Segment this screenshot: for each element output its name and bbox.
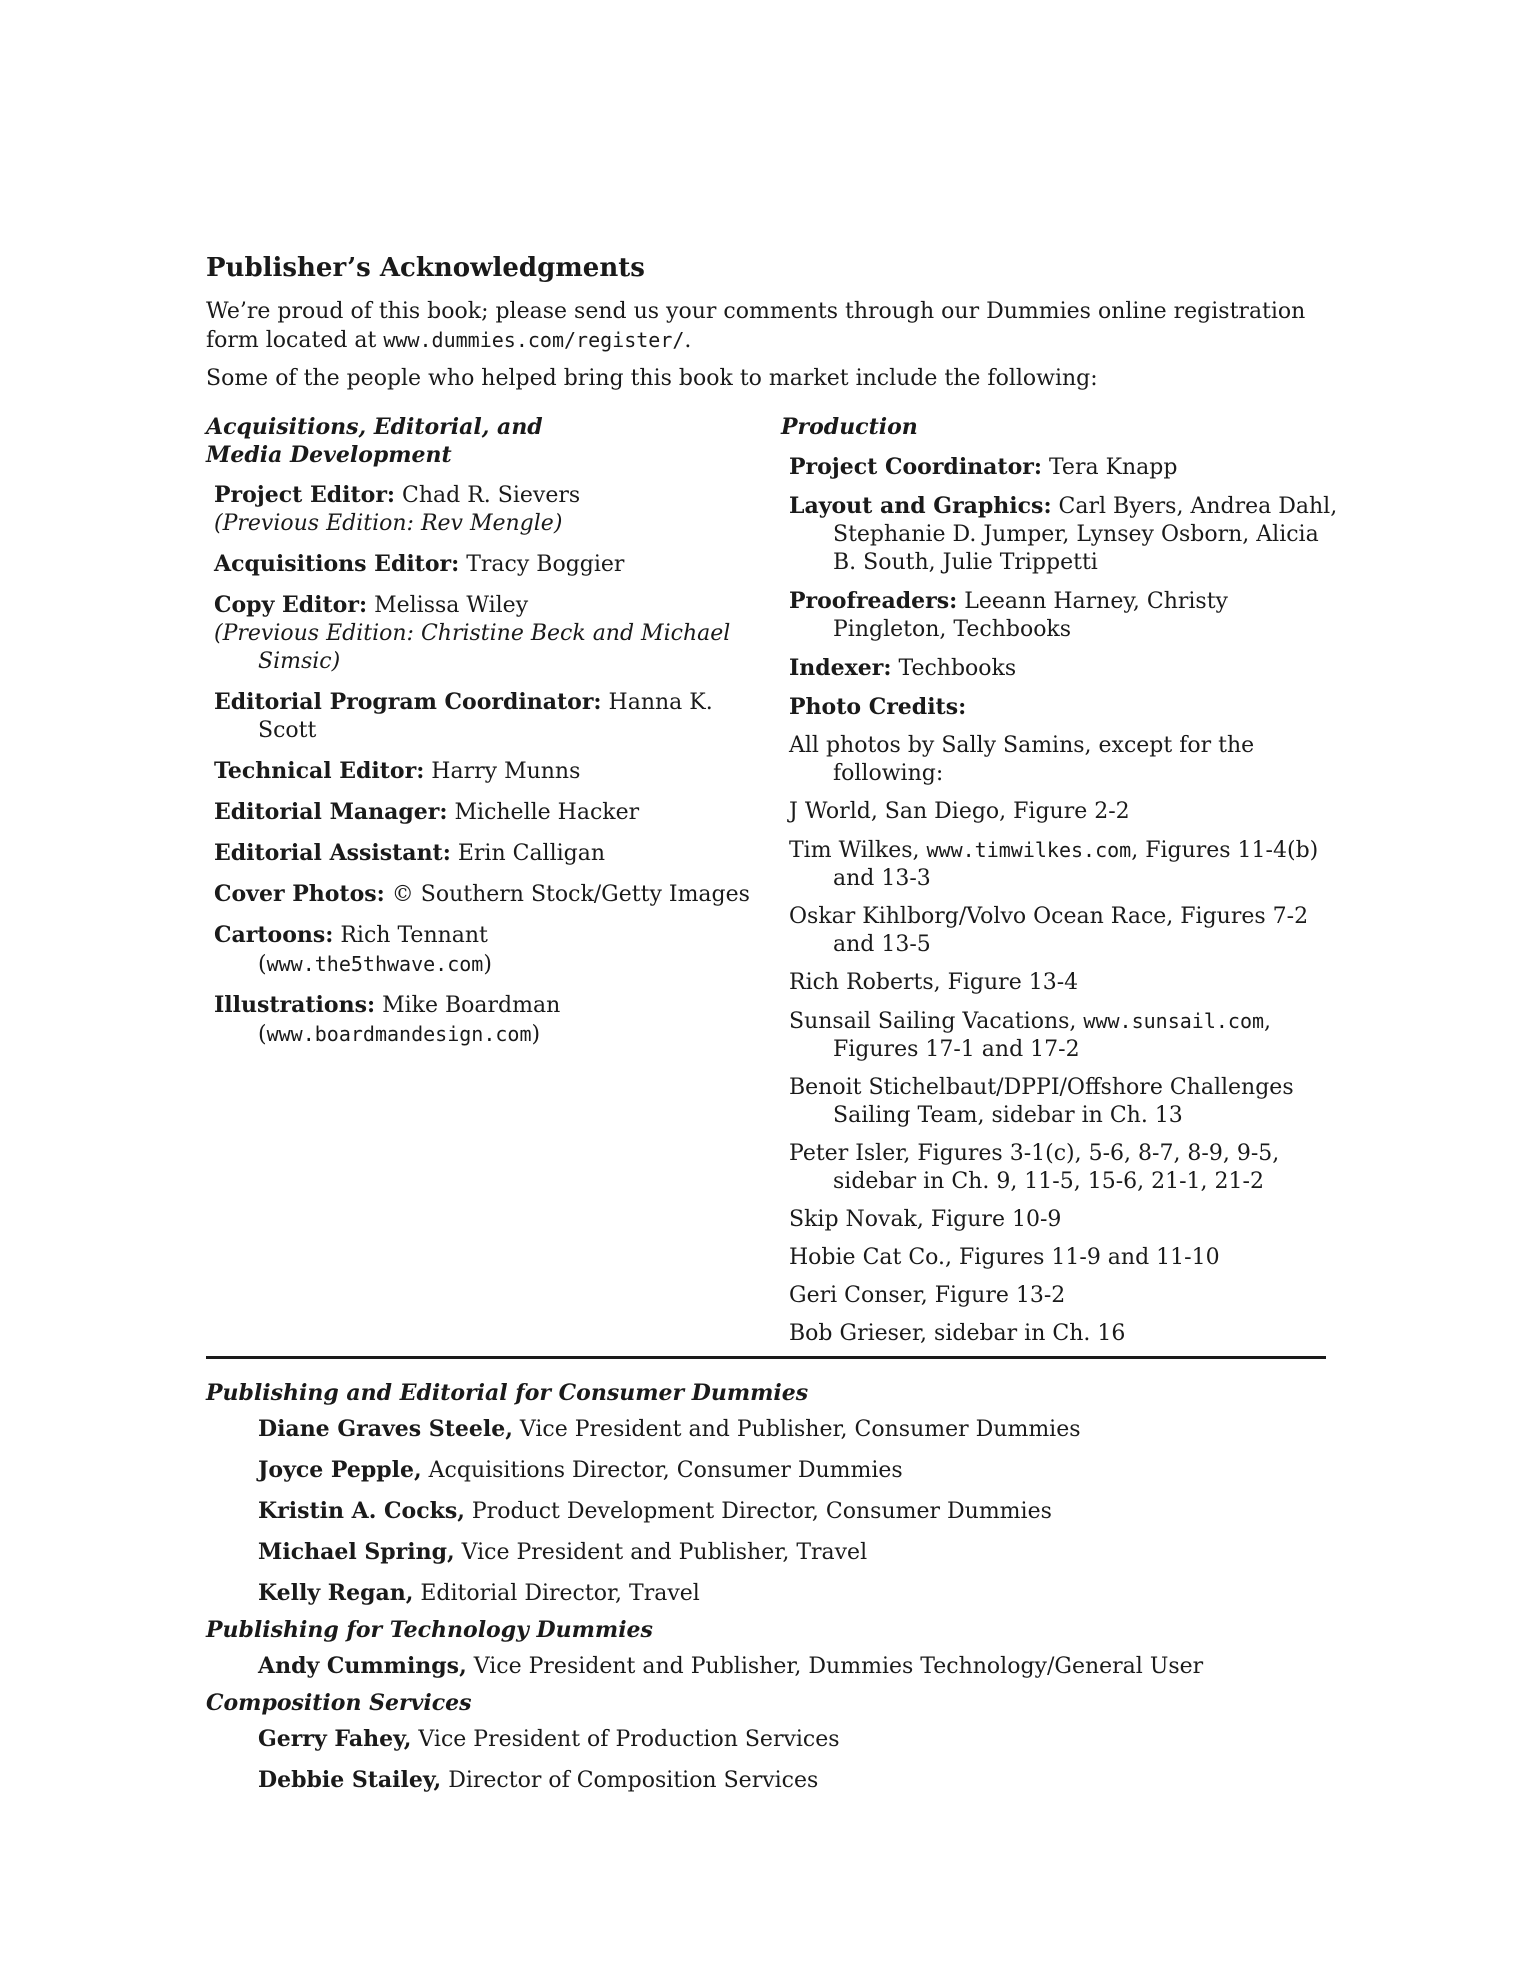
credit-name: Tracy Boggier <box>459 552 625 577</box>
illustrations-link[interactable]: www.boardmandesign.com <box>266 1022 532 1046</box>
paren-close: ) <box>483 952 492 977</box>
paren-open: ( <box>258 952 267 977</box>
photo-credit-item <box>789 1007 1341 1064</box>
paren-close: ) <box>531 1022 541 1047</box>
photo-credit-item: Hobie Cat Co., Figures 11-9 and 11-10 <box>789 1245 1220 1270</box>
staff-name: Kristin A. Cocks, <box>258 1498 465 1524</box>
credit-cartoons <box>214 921 766 979</box>
staff-name: Kelly Regan, <box>258 1580 414 1606</box>
timwilkes-link[interactable]: www.timwilkes.com <box>926 838 1132 862</box>
right-column <box>781 413 1341 1358</box>
sunsail-link[interactable]: www.sunsail.com <box>1083 1009 1265 1033</box>
credit-role: Editorial Program Coordinator: <box>214 689 602 715</box>
photo-credit-item: Peter Isler, Figures 3-1(c), 5-6, 8-7, 8-9, 9-5, sidebar in Ch. 9, 11-5, 15-6, 21-1, 21-2 <box>789 1141 1280 1194</box>
intro-people: Some of the people who helped bring this book to market include the following: <box>206 366 1098 391</box>
credit-name: Leeann Harney, Christy Pingleton, Techbooks <box>833 589 1228 642</box>
photo-credit-item: Skip Novak, Figure 10-9 <box>789 1207 1062 1232</box>
credit-editorial-program-coordinator <box>214 688 766 745</box>
credit-role: Layout and Graphics: <box>789 493 1052 519</box>
page-title: Publisher’s Acknowledgments <box>206 253 645 283</box>
credit-role: Editorial Manager: <box>214 799 448 825</box>
staff-title: Vice President and Publisher, Dummies Technology/General User <box>466 1654 1204 1679</box>
staff-member <box>258 1538 1326 1567</box>
staff-title: Vice President and Publisher, Consumer Dummies <box>512 1417 1081 1442</box>
credit-photo-credits <box>789 693 1341 722</box>
staff-title: Vice President of Production Services <box>411 1727 840 1752</box>
photo-credit-item: Oskar Kihlborg/Volvo Ocean Race, Figures 7-2 and 13-5 <box>789 904 1309 957</box>
credit-name: Rich Tennant <box>333 923 488 948</box>
staff-member <box>258 1497 1326 1526</box>
photo-credit-text: Sunsail Sailing Vacations, <box>789 1009 1084 1034</box>
credit-copy-editor <box>214 591 766 676</box>
staff-name: Joyce Pepple, <box>258 1457 422 1483</box>
staff-member <box>258 1725 1326 1754</box>
credit-name: Hanna K. Scott <box>258 690 713 743</box>
section-heading-technology: Publishing for Technology Dummies <box>206 1617 653 1643</box>
credit-project-coordinator <box>789 453 1341 482</box>
staff-member <box>258 1579 1326 1608</box>
section-heading-consumer: Publishing and Editorial for Consumer Dummies <box>206 1380 809 1406</box>
credit-technical-editor <box>214 757 766 786</box>
staff-member <box>258 1456 1326 1485</box>
credit-cover-photos <box>214 880 766 909</box>
cartoons-link[interactable]: www.the5thwave.com <box>266 952 484 976</box>
intro-comments <box>206 298 1326 355</box>
credit-name: Harry Munns <box>424 759 581 784</box>
credit-acquisitions-editor <box>214 550 766 579</box>
credit-role: Proofreaders: <box>789 588 958 614</box>
publishing-staff <box>206 1379 1326 1795</box>
photo-credit-item <box>789 836 1341 893</box>
credit-role: Illustrations: <box>214 992 376 1018</box>
credit-indexer <box>789 654 1341 683</box>
staff-member <box>258 1652 1326 1681</box>
staff-name: Diane Graves Steele, <box>258 1416 513 1442</box>
left-column <box>206 413 766 1061</box>
credit-proofreaders <box>789 587 1341 644</box>
credit-previous-edition: (Previous Edition: Rev Mengle) <box>214 511 563 536</box>
photo-credit-text: , Figures 11-4(b) and 13-3 <box>833 838 1319 891</box>
credit-role: Project Editor: <box>214 482 396 508</box>
credit-role: Editorial Assistant: <box>214 840 451 866</box>
credit-role: Cartoons: <box>214 922 334 948</box>
credit-name: © Southern Stock/Getty Images <box>384 882 750 907</box>
section-heading-acquisitions: Acquisitions, Editorial, and Media Development <box>206 414 543 468</box>
intro-text: We’re proud of this book; please send us your comments through our Dummies online registration form located at <box>206 299 1306 353</box>
credit-name: Carl Byers, Andrea Dahl, Stephanie D. Jumper, Lynsey Osborn, Alicia B. South, Julie Trippetti <box>833 494 1338 575</box>
photo-credit-item: Rich Roberts, Figure 13-4 <box>789 970 1079 995</box>
photo-credit-item: Geri Conser, Figure 13-2 <box>789 1283 1066 1308</box>
credit-editorial-assistant <box>214 839 766 868</box>
section-heading-production: Production <box>781 414 918 440</box>
staff-member <box>258 1766 1326 1795</box>
staff-title: Vice President and Publisher, Travel <box>454 1540 868 1565</box>
credit-editorial-manager <box>214 798 766 827</box>
credit-name: Mike Boardman <box>375 993 561 1018</box>
credit-name: Chad R. Sievers <box>395 483 581 508</box>
staff-name: Michael Spring, <box>258 1539 455 1565</box>
photo-credit-item: All photos by Sally Samins, except for the following: <box>789 733 1255 786</box>
photo-credit-text: , Figures 17-1 and 17-2 <box>833 1009 1272 1062</box>
photo-credit-item: Bob Grieser, sidebar in Ch. 16 <box>789 1321 1126 1346</box>
credit-layout-graphics <box>789 492 1341 577</box>
credit-name: Michelle Hacker <box>447 800 640 825</box>
credit-name: Erin Calligan <box>450 841 606 866</box>
staff-title: Director of Composition Services <box>441 1768 819 1793</box>
credit-role: Indexer: <box>789 655 892 681</box>
credit-role: Project Coordinator: <box>789 454 1042 480</box>
intro-period: . <box>684 328 692 353</box>
photo-credit-item: J World, San Diego, Figure 2-2 <box>789 799 1130 824</box>
staff-title: Acquisitions Director, Consumer Dummies <box>421 1458 903 1483</box>
staff-member <box>258 1415 1326 1444</box>
credit-project-editor <box>214 481 766 538</box>
staff-title: Product Development Director, Consumer Dummies <box>464 1499 1052 1524</box>
staff-title: Editorial Director, Travel <box>413 1581 700 1606</box>
paren-open: ( <box>258 1022 267 1047</box>
section-heading-composition: Composition Services <box>206 1690 472 1716</box>
credit-previous-edition: (Previous Edition: Christine Beck and Michael Simsic) <box>214 621 731 674</box>
credit-role: Copy Editor: <box>214 592 368 618</box>
acknowledgments-page <box>206 252 1338 1807</box>
staff-name: Debbie Stailey, <box>258 1767 442 1793</box>
credit-name: Techbooks <box>891 656 1017 681</box>
photo-credit-text: Tim Wilkes, <box>789 838 927 863</box>
staff-name: Andy Cummings, <box>258 1653 467 1679</box>
credits-columns <box>206 413 1338 1356</box>
credit-role: Cover Photos: <box>214 881 385 907</box>
staff-name: Gerry Fahey, <box>258 1726 412 1752</box>
credit-illustrations <box>214 991 766 1049</box>
registration-link[interactable]: www.dummies.com/register/ <box>383 328 685 352</box>
credit-name: Tera Knapp <box>1041 455 1178 480</box>
credit-role: Acquisitions Editor: <box>214 551 460 577</box>
credit-name: Melissa Wiley <box>367 593 529 618</box>
credit-role: Technical Editor: <box>214 758 425 784</box>
credit-role: Photo Credits: <box>789 694 967 720</box>
photo-credit-item: Benoit Stichelbaut/DPPI/Offshore Challenges Sailing Team, sidebar in Ch. 13 <box>789 1075 1294 1128</box>
